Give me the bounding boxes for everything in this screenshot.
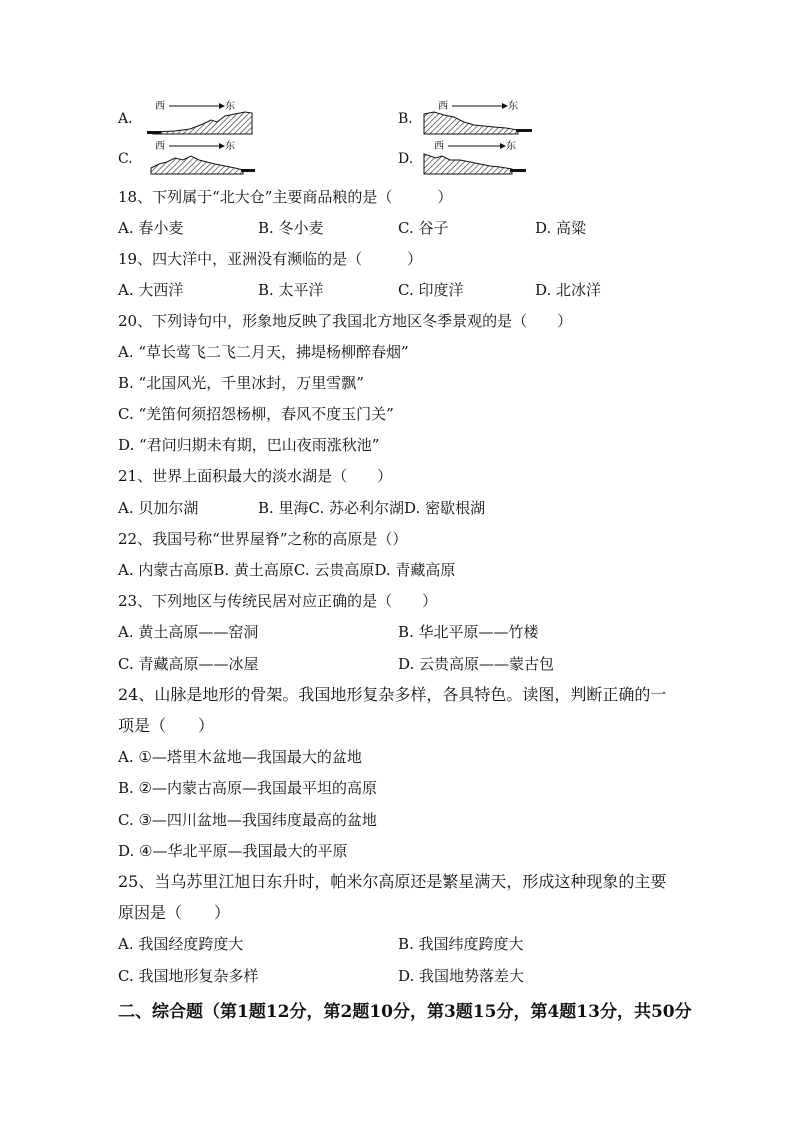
question-20-stem: 20、下列诗句中，形象地反映了我国北方地区冬季景观的是（ ） [118, 312, 573, 330]
section-heading: 二、综合题（第1题12分，第2题10分，第3题15分，第4题13分，共50分 [118, 1002, 692, 1022]
q19-option-c: C. 印度洋 [398, 281, 464, 299]
q21-option-a: A. 贝加尔湖 [118, 499, 199, 517]
q18-option-a: A. 春小麦 [118, 219, 184, 237]
terrain-profile-a [145, 98, 260, 138]
question-21-stem: 21、世界上面积最大的淡水湖是（ ） [118, 467, 393, 485]
q20-option-c: C. “羌笛何须招怨杨柳，春风不度玉门关” [118, 405, 394, 423]
q25-option-b: B. 我国纬度跨度大 [398, 935, 524, 953]
question-24-stem: 24、山脉是地形的骨架。我国地形复杂多样，各具特色。读图，判断正确的一 [118, 685, 667, 704]
west-label-a: 西 [155, 101, 165, 112]
q25-option-c: C. 我国地形复杂多样 [118, 967, 259, 985]
q24-option-c: C. ③—四川盆地—我国纬度最高的盆地 [118, 811, 377, 829]
west-label-d: 西 [434, 141, 444, 152]
question-18-stem: 18、下列属于“北大仓”主要商品粮的是（ ） [118, 188, 453, 206]
question-25-stem-cont: 原因是（ ） [118, 903, 231, 922]
q24-option-a: A. ①—塔里木盆地—我国最大的盆地 [118, 748, 362, 766]
east-label-c: 东 [225, 141, 235, 152]
q18-option-b: B. 冬小麦 [258, 219, 324, 237]
q22-options: A. 内蒙古高原B. 黄土高原C. 云贵高原D. 青藏高原 [118, 561, 456, 579]
question-22-stem: 22、我国号称“世界屋脊”之称的高原是（） [118, 530, 408, 548]
figure-c-label: C. [118, 151, 133, 167]
east-label-d: 东 [506, 141, 516, 152]
q19-option-d: D. 北冰洋 [535, 281, 602, 299]
terrain-profile-c [145, 138, 260, 178]
q23-option-c: C. 青藏高原——冰屋 [118, 655, 259, 673]
west-label-b: 西 [438, 101, 448, 112]
q24-option-b: B. ②—内蒙古高原—我国最平坦的高原 [118, 779, 378, 797]
q21-option-bcd: B. 里海C. 苏必利尔湖D. 密歇根湖 [258, 499, 486, 517]
q20-option-b: B. “北国风光，千里冰封，万里雪飘” [118, 374, 364, 392]
figure-b-label: B. [398, 111, 413, 127]
q20-option-a: A. “草长莺飞二飞二月天，拂堤杨柳醉春烟” [118, 343, 409, 361]
q18-option-c: C. 谷子 [398, 219, 449, 237]
q20-option-d: D. “君问归期未有期，巴山夜雨涨秋池” [118, 436, 380, 454]
q25-option-a: A. 我国经度跨度大 [118, 935, 244, 953]
east-label-a: 东 [225, 101, 235, 112]
q19-option-a: A. 大西洋 [118, 281, 184, 299]
terrain-profile-b [420, 98, 540, 138]
question-19-stem: 19、四大洋中，亚洲没有濒临的是（ ） [118, 250, 423, 268]
q18-option-d: D. 高粱 [535, 219, 587, 237]
q25-option-d: D. 我国地势落差大 [398, 967, 525, 985]
east-label-b: 东 [508, 101, 518, 112]
west-label-c: 西 [155, 141, 165, 152]
terrain-profile-d [420, 138, 540, 178]
question-23-stem: 23、下列地区与传统民居对应正确的是（ ） [118, 592, 438, 610]
figure-d-label: D. [398, 151, 414, 167]
q24-option-d: D. ④—华北平原—我国最大的平原 [118, 842, 348, 860]
q23-option-a: A. 黄土高原——窑洞 [118, 623, 259, 641]
q23-option-b: B. 华北平原——竹楼 [398, 623, 539, 641]
figure-a-label: A. [118, 111, 133, 127]
q19-option-b: B. 太平洋 [258, 281, 324, 299]
q23-option-d: D. 云贵高原——蒙古包 [398, 655, 555, 673]
question-24-stem-cont: 项是（ ） [118, 716, 215, 735]
question-25-stem: 25、当乌苏里江旭日东升时，帕米尔高原还是繁星满天，形成这种现象的主要 [118, 872, 667, 891]
